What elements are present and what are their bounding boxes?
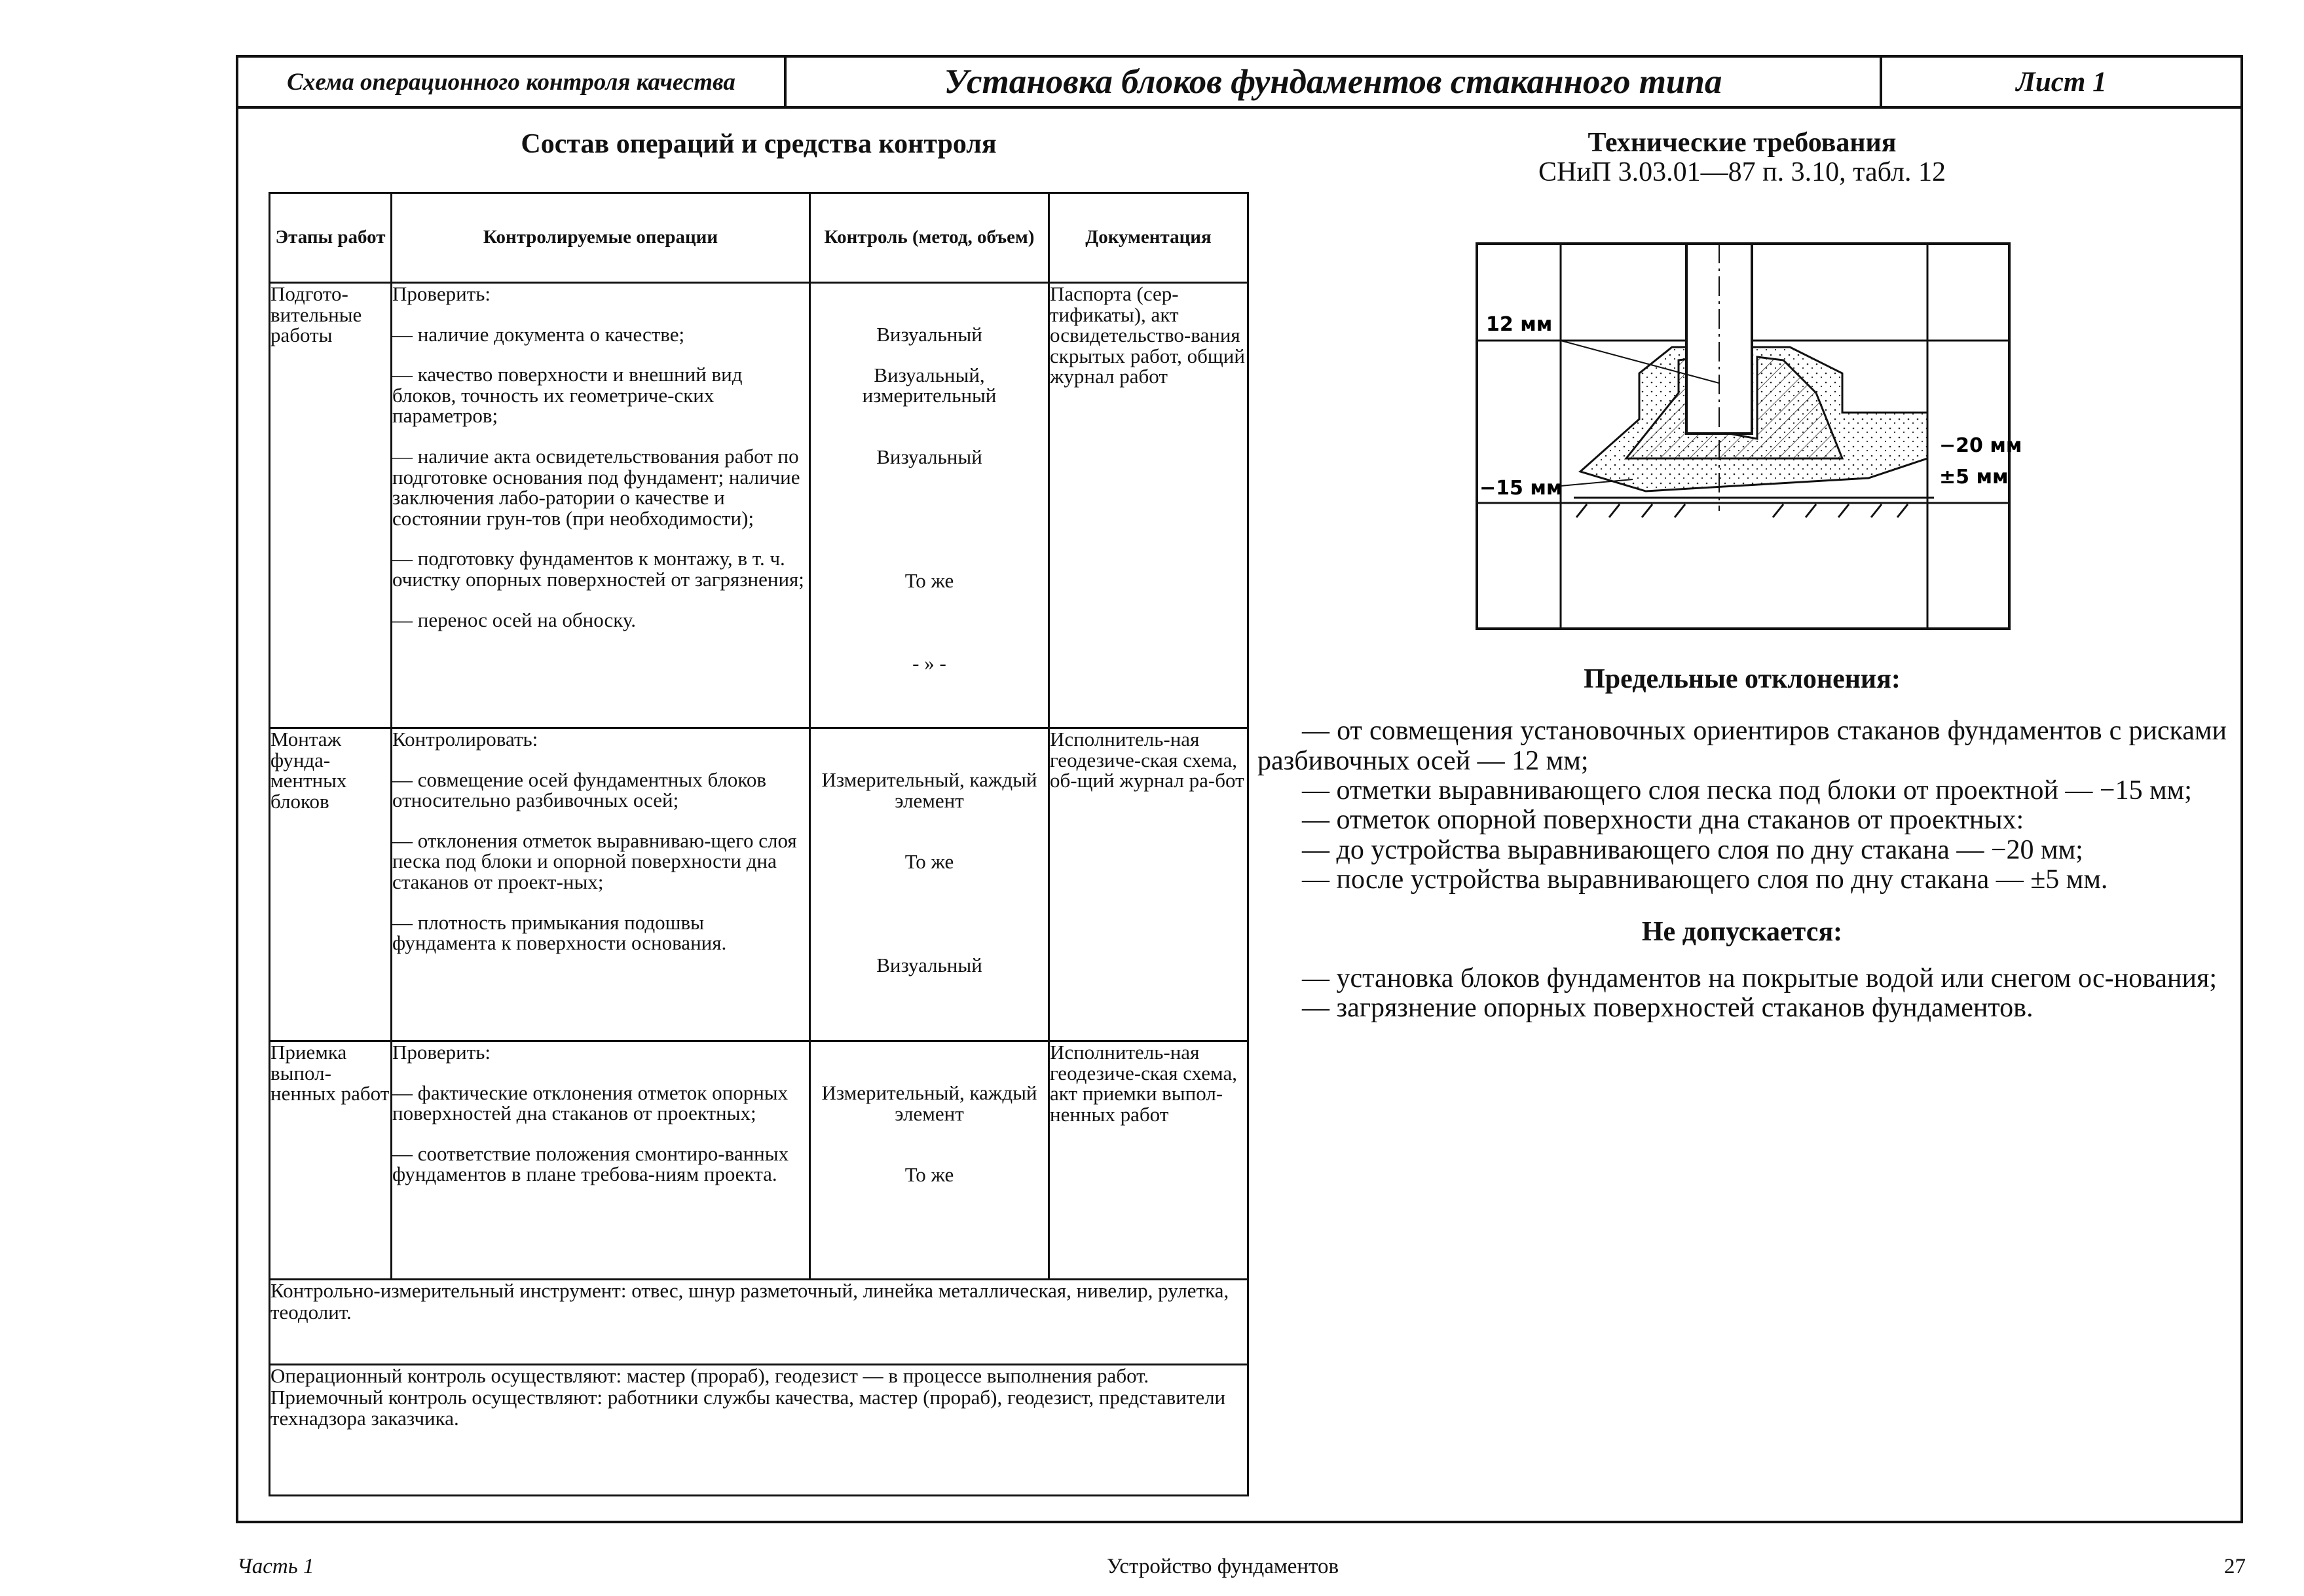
header-sheet: Лист 1 — [2016, 66, 2107, 98]
limit-item: — отметки выравнивающего слоя песка под блоки от проектной — −15 мм; — [1302, 775, 2192, 806]
operation-item: — соответствие положения смонтиро-ванных фундаментов в плане требова-ниям проекта. — [392, 1141, 789, 1186]
control-method: Визуальный — [876, 323, 982, 346]
table-header-row — [270, 193, 1248, 283]
table-row — [270, 283, 1248, 728]
label-minus20mm: −20 мм — [1939, 434, 2022, 457]
footer-section: Устройство фундаментов — [1107, 1555, 1339, 1578]
operation-item: — плотность примыкания подошвы фундамента к поверхности основания. — [392, 910, 727, 955]
table-row — [270, 1365, 1248, 1496]
documentation-cell: Исполнитель-ная геодезиче-ская схема, акт приемки выпол-ненных работ — [1049, 1041, 1248, 1280]
limit-item: — до устройства выравнивающего слоя по дну стакана — −20 мм; — [1302, 834, 2083, 865]
documentation-cell: Паспорта (сер-тификаты), акт освидетельство-вания скрытых работ, общий журнал работ — [1049, 283, 1248, 728]
footer-page-number: 27 — [2224, 1555, 2246, 1578]
col-header-control: Контроль (метод, объем) — [810, 193, 1049, 283]
stage-cell: Монтаж фунда-ментных блоков — [270, 728, 392, 1041]
col-header-stage: Этапы работ — [270, 193, 392, 283]
forbidden-title: Не допускается: — [1641, 916, 1843, 947]
forbidden-item: — установка блоков фундаментов на покрытые водой или снегом ос-нования; — [1302, 963, 2217, 993]
foundation-diagram — [1476, 242, 2022, 630]
control-method: Визуальный, измерительный — [862, 363, 997, 407]
control-cell — [810, 1041, 1049, 1280]
operation-item: — наличие документа о качестве; — [392, 322, 685, 346]
control-method: То же — [904, 850, 954, 874]
stage-cell: Приемка выпол-ненных работ — [270, 1041, 392, 1280]
requirements-subtitle: СНиП 3.03.01—87 п. 3.10, табл. 12 — [1538, 157, 1946, 188]
documentation-cell: Исполнитель-ная геодезиче-ская схема, об-щий журнал ра-бот — [1049, 728, 1248, 1041]
header-bar — [238, 58, 2240, 109]
table-row — [270, 728, 1248, 1041]
control-method: То же — [904, 1163, 954, 1187]
control-cell — [810, 728, 1049, 1041]
table-row — [270, 1041, 1248, 1280]
operation-item: — наличие акта освидетельствования работ по подготовке основания под фундамент; наличие заключения лабо-ратории о качестве и состоянии грун-тов (при необходимости); — [392, 445, 800, 530]
operations-intro: Контролировать: — [392, 728, 538, 751]
label-12mm: 12 мм — [1486, 313, 1553, 336]
col-header-operations: Контролируемые операции — [392, 193, 810, 283]
instruments-cell: Контрольно-измерительный инструмент: отвес, шнур разметочный, линейка металлическая, нивелир, рулетка, теодолит. — [270, 1280, 1248, 1365]
stage-cell: Подгото-вительные работы — [270, 283, 392, 728]
operations-intro: Проверить: — [392, 1041, 491, 1064]
operational-control-note: Операционный контроль осуществляют: мастер (прораб), геодезист — в процессе выполнения работ. — [270, 1364, 1149, 1387]
operations-section-title: Состав операций и средства контроля — [521, 129, 997, 159]
operations-cell — [392, 1041, 810, 1280]
control-method: Визуальный — [876, 445, 982, 468]
acceptance-control-note: Приемочный контроль осуществляют: работники службы качества, мастер (прораб), геодезист, представители технадзора заказчика. — [270, 1385, 1226, 1430]
control-method: То же — [904, 569, 954, 593]
label-plusminus5mm: ±5 мм — [1939, 466, 2009, 489]
operations-cell — [392, 283, 810, 728]
control-method: Визуальный — [876, 953, 982, 976]
operation-item: — качество поверхности и внешний вид блоков, точность их геометриче-ских параметров; — [392, 363, 743, 428]
label-minus15mm: −15 мм — [1479, 477, 1563, 500]
limits-block — [1257, 665, 2227, 1024]
limits-title: Предельные отклонения: — [1584, 664, 1901, 694]
operation-item: — совмещение осей фундаментных блоков относительно разбивочных осей; — [392, 768, 767, 812]
operation-item: — отклонения отметок выравниваю-щего слоя песка под блоки и опорной поверхности дна стаканов от проект-ных; — [392, 828, 797, 894]
forbidden-item: — загрязнение опорных поверхностей стаканов фундаментов. — [1302, 993, 2034, 1024]
limit-item: — от совмещения установочных ориентиров стаканов фундаментов с рисками разбивочных осей — 12 мм; — [1257, 716, 2227, 776]
footer-part: Часть 1 — [237, 1555, 314, 1578]
limit-item: — после устройства выравнивающего слоя по дну стакана — ±5 мм. — [1302, 864, 2108, 895]
control-method: Измерительный, каждый элемент — [821, 1081, 1037, 1125]
requirements-heading — [1257, 128, 2227, 188]
table-row — [270, 1280, 1248, 1365]
control-cell — [810, 283, 1049, 728]
control-method: - » - — [912, 652, 946, 675]
col-header-documentation: Документация — [1049, 193, 1248, 283]
limit-item: — отметок опорной поверхности дна стаканов от проектных: — [1302, 805, 2024, 836]
operation-item: — перенос осей на обноску. — [392, 608, 636, 631]
header-title: Установка блоков фундаментов стаканного типа — [787, 58, 1882, 106]
operations-cell — [392, 728, 810, 1041]
operation-item: — фактические отклонения отметок опорных поверхностей дна стаканов от проектных; — [392, 1081, 789, 1125]
operations-intro: Проверить: — [392, 282, 491, 305]
operations-table — [269, 192, 1249, 1496]
control-notes-cell — [270, 1365, 1248, 1496]
control-method: Измерительный, каждый элемент — [821, 768, 1037, 812]
operation-item: — подготовку фундаментов к монтажу, в т. ч. очистку опорных поверхностей от загрязнения; — [392, 547, 804, 591]
requirements-title: Технические требования — [1588, 128, 1897, 158]
header-scheme-label: Схема операционного контроля качества — [238, 58, 787, 106]
